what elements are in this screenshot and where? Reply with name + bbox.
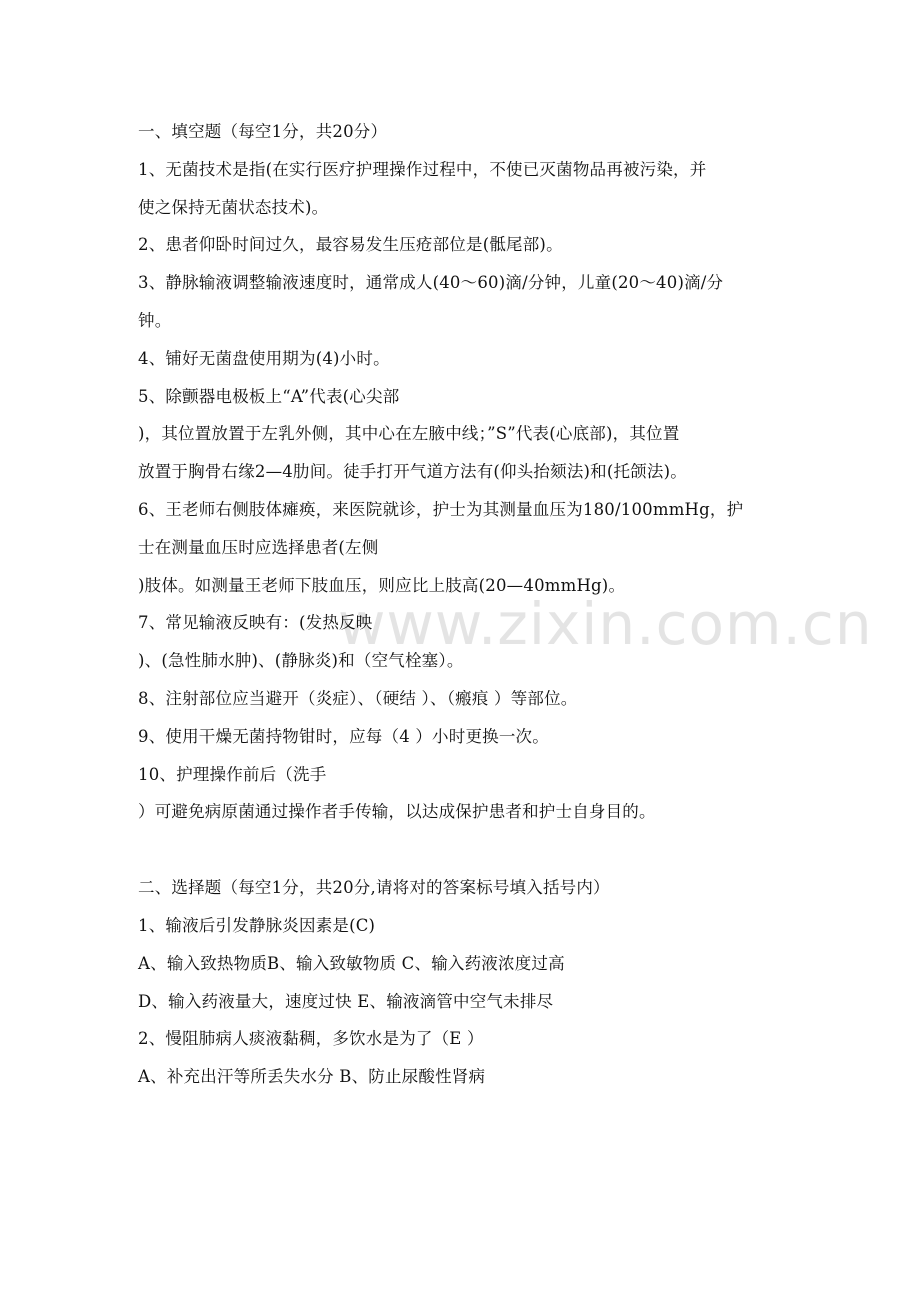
section-fill-in-blank: [138, 117, 788, 835]
text-line: 4、铺好无菌盘使用期为(4)小时。: [138, 348, 390, 368]
text-line: 放置于胸骨右缘2—4肋间。徒手打开气道方法有(仰头抬颏法)和(托颌法)。: [138, 462, 687, 482]
text-line: 10、护理操作前后（洗手: [138, 764, 327, 784]
text-line: 钟。: [138, 310, 172, 330]
watermark: www.zixin.com.cn: [338, 590, 873, 658]
text-line: 7、常见输液反映有：(发热反映: [138, 613, 373, 633]
text-line: )肢体。如测量王老师下肢血压，则应比上肢高(20—40mmHg)。: [138, 575, 626, 595]
text-line: )，其位置放置于左乳外侧，其中心在左腋中线；”S”代表(心底部)，其位置: [138, 424, 680, 444]
text-line: 8、注射部位应当避开（炎症）、（硬结 ）、（瘢痕 ）等部位。: [138, 688, 578, 708]
text-line: ）可避免病原菌通过操作者手传输，以达成保护患者和护士自身目的。: [138, 802, 656, 822]
text-line: 2、慢阻肺病人痰液黏稠，多饮水是为了（E ）: [138, 1029, 484, 1049]
text-line: A、输入致热物质B、输入致敏物质 C、输入药液浓度过高: [138, 953, 565, 973]
section-spacer: [138, 835, 788, 873]
text-line: D、输入药液量大，速度过快 E、输液滴管中空气未排尽: [138, 991, 554, 1011]
text-line: 2、患者仰卧时间过久，最容易发生压疮部位是(骶尾部)。: [138, 235, 563, 255]
text-line: 6、王老师右侧肢体瘫痪，来医院就诊，护士为其测量血压为180/100mmHg，护: [138, 499, 744, 519]
section-multiple-choice: [138, 873, 788, 1100]
text-line: 使之保持无菌状态技术)。: [138, 197, 329, 217]
document-body: [138, 117, 788, 1100]
text-line: 1、无菌技术是指(在实行医疗护理操作过程中，不使已灭菌物品再被污染，并: [138, 159, 707, 179]
text-line: 9、使用干燥无菌持物钳时，应每（4 ）小时更换一次。: [138, 726, 549, 746]
text-line: 5、除颤器电极板上“A”代表(心尖部: [138, 386, 400, 406]
text-line: A、补充出汗等所丢失水分 B、防止尿酸性肾病: [138, 1067, 486, 1087]
text-line: 士在测量血压时应选择患者(左侧: [138, 537, 379, 557]
text-line: )、(急性肺水肿)、(静脉炎)和（空气栓塞）。: [138, 651, 464, 671]
section-2-heading: 二、选择题（每空1分，共20分,请将对的答案标号填入括号内）: [138, 878, 610, 898]
section-1-heading: 一、填空题（每空1分，共20分）: [138, 122, 388, 141]
text-line: 1、输液后引发静脉炎因素是(C): [138, 915, 376, 935]
text-line: 3、静脉输液调整输液速度时，通常成人(40～60)滴/分钟，儿童(20～40)滴/分: [138, 273, 724, 293]
